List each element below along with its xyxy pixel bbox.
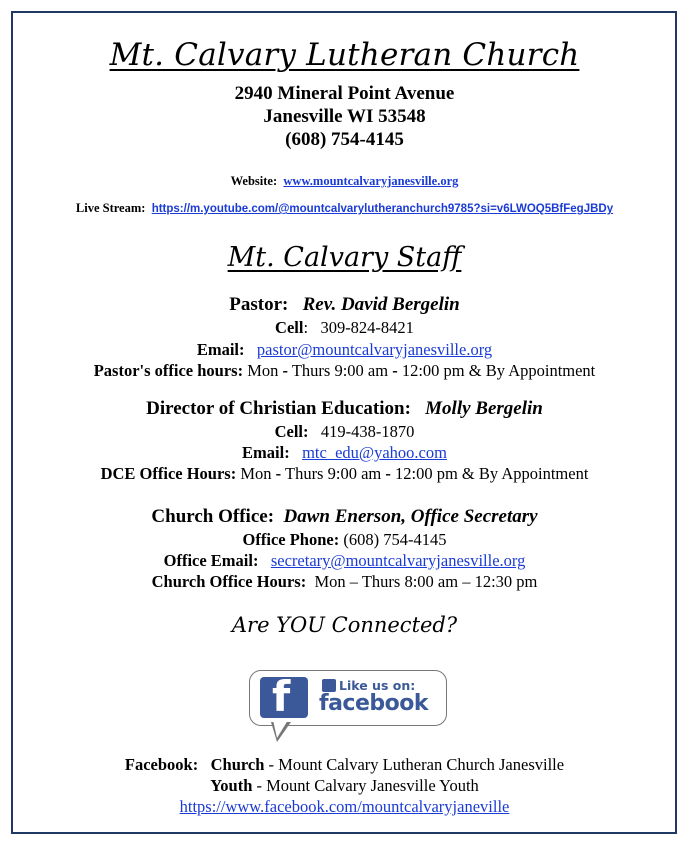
pastor-hours-row [0, 361, 689, 381]
livestream-row [0, 201, 689, 216]
facebook-youth-row [0, 776, 689, 796]
dce-email-label: Email: [242, 443, 290, 462]
facebook-church-row [0, 755, 689, 775]
website-row [0, 174, 689, 189]
youth-fb-text: - Mount Calvary Janesville Youth [256, 776, 479, 795]
livestream-link[interactable]: https://m.youtube.com/@mountcalvarylutheranchurch9785?si=v6LWOQ5BfFegJBDy [151, 203, 614, 215]
church-address-line1: 2940 Mineral Point Avenue [234, 83, 455, 104]
facebook-url-link[interactable]: https://www.facebook.com/mountcalvaryjaneville [179, 797, 510, 816]
church-fb-text: - Mount Calvary Lutheran Church Janesville [268, 755, 565, 774]
dce-hours-sep1: - [275, 464, 282, 483]
pastor-hours-label: Pastor's office hours: [93, 361, 244, 380]
badge-tail-fill [273, 720, 288, 738]
dce-cell-row [0, 422, 689, 442]
dce-cell-label: Cell: [274, 422, 309, 441]
office-heading [0, 506, 689, 528]
church-label: Church [210, 755, 265, 774]
dce-hours-days2: Thurs 9:00 am [284, 464, 382, 483]
office-email-row [0, 551, 689, 571]
dce-hours-row [0, 464, 689, 484]
website-link[interactable]: www.mountcalvaryjanesville.org [283, 174, 459, 188]
dce-heading [0, 398, 689, 420]
dce-email-row [0, 443, 689, 463]
office-email-link[interactable]: secretary@mountcalvaryjanesville.org [270, 551, 526, 570]
like-us-text: Like us on: [339, 678, 416, 693]
dce-email-link[interactable]: mtc_edu@yahoo.com [302, 443, 447, 462]
pastor-email-link[interactable]: pastor@mountcalvaryjanesville.org [256, 340, 493, 359]
pastor-cell-label: Cell [275, 318, 304, 337]
church-address-line2: Janesville WI 53548 [263, 106, 426, 127]
pastor-cell: 309-824-8421 [320, 318, 414, 337]
facebook-label: Facebook: [124, 755, 199, 774]
facebook-wordmark: facebook [319, 691, 428, 716]
pastor-hours-sep2: - [392, 361, 398, 380]
office-email-label: Office Email: [163, 551, 259, 570]
pastor-hours-days2: Thurs 9:00 am [291, 361, 389, 380]
dce-hours-label: DCE Office Hours: [100, 464, 237, 483]
pastor-email-label: Email: [196, 340, 245, 359]
pastor-role: Pastor: [229, 294, 289, 315]
office-phone-row [0, 530, 689, 550]
youth-label: Youth [210, 776, 253, 795]
dce-cell: 419-438-1870 [320, 422, 415, 441]
facebook-url-row [0, 797, 689, 817]
pastor-hours-sep1: - [282, 361, 289, 380]
office-hours-row [0, 572, 689, 592]
dce-name: Molly Bergelin [425, 398, 543, 419]
office-hours: Mon – Thurs 8:00 am – 12:30 pm [314, 572, 538, 591]
office-name: Dawn Enerson, Office Secretary [283, 506, 538, 527]
office-phone-label: Office Phone: [242, 530, 340, 549]
dce-hours-days: Mon [240, 464, 272, 483]
church-name-heading: Mt. Calvary Lutheran Church [109, 37, 580, 73]
church-phone: (608) 754-4145 [285, 129, 404, 150]
pastor-hours-days: Mon [247, 361, 279, 380]
pastor-hours-rest: 12:00 pm & By Appointment [401, 361, 596, 380]
pastor-email-row [0, 340, 689, 360]
pastor-heading [0, 294, 689, 316]
staff-heading: Mt. Calvary Staff [227, 242, 462, 273]
livestream-label: Live Stream: [75, 201, 146, 215]
pastor-name: Rev. David Bergelin [302, 294, 460, 315]
office-hours-label: Church Office Hours: [151, 572, 307, 591]
office-role: Church Office: [151, 506, 275, 527]
connected-heading: Are YOU Connected? [231, 613, 458, 637]
pastor-cell-row: Cell: 309-824-8421 [275, 318, 414, 337]
facebook-f-glyph: f [272, 672, 291, 721]
dce-role: Director of Christian Education: [146, 398, 411, 419]
office-phone: (608) 754-4145 [343, 530, 447, 549]
dce-hours-sep2: - [385, 464, 391, 483]
dce-hours-rest: 12:00 pm & By Appointment [394, 464, 589, 483]
website-label: Website: [230, 174, 278, 188]
